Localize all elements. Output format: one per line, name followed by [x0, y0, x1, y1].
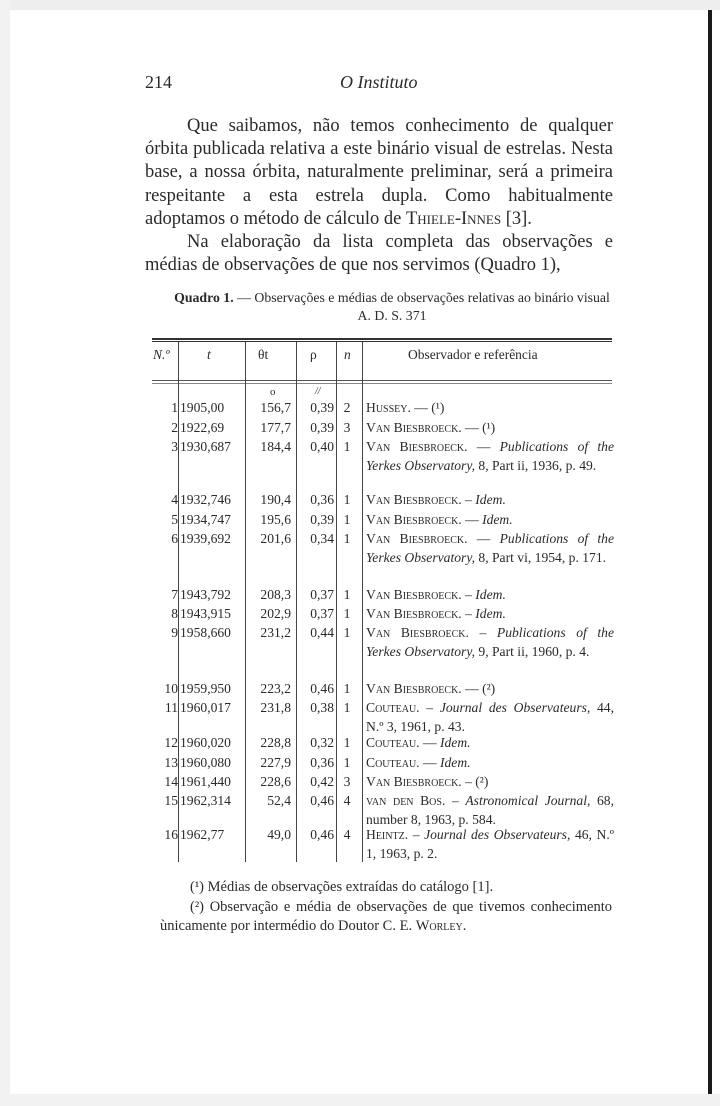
- row-count: 1: [343, 755, 351, 770]
- row-number: 11: [164, 700, 178, 715]
- reference-author: Van Biesbroeck.: [366, 587, 462, 602]
- reference-separator: –: [445, 793, 466, 808]
- row-theta: 202,9: [260, 606, 291, 621]
- reference-separator: –: [408, 827, 425, 842]
- reference-details: 9, Part ii, 1960, p. 4.: [475, 644, 590, 660]
- col-line-5: [362, 342, 363, 862]
- reference-details: 46, N.º 1, 1963, p. 2.: [366, 827, 614, 862]
- footnotes: [160, 878, 612, 937]
- row-number: 9: [171, 625, 178, 640]
- row-number: 6: [171, 531, 178, 546]
- row-number: 16: [164, 827, 178, 842]
- row-rho: 0,38: [310, 700, 334, 715]
- row-count: 4: [343, 793, 351, 808]
- row-reference: [366, 772, 614, 791]
- row-theta: 227,9: [260, 755, 291, 770]
- row-rho: 0,36: [310, 492, 334, 507]
- row-number: 10: [164, 681, 178, 696]
- row-reference: [366, 490, 614, 509]
- row-theta: 177,7: [260, 420, 291, 435]
- row-count: 1: [343, 492, 351, 507]
- row-count: 1: [343, 625, 351, 640]
- row-number: 1: [171, 400, 178, 415]
- row-reference: [366, 698, 614, 737]
- row-epoch: 1930,687: [180, 439, 231, 454]
- reference-publication: Idem.: [475, 492, 506, 507]
- row-rho: 0,39: [310, 400, 334, 415]
- row-number: 3: [171, 439, 178, 454]
- reference-publication: Publications of the Yerkes Observatory,: [366, 439, 614, 474]
- row-reference: [366, 733, 614, 752]
- row-rho: 0,39: [310, 420, 334, 435]
- row-epoch: 1943,792: [180, 587, 231, 602]
- reference-author: Van Biesbroeck.: [366, 512, 462, 527]
- row-count: 1: [343, 606, 351, 621]
- reference-author: Couteau.: [366, 700, 420, 715]
- table-top-rule: [152, 338, 612, 340]
- footnote-2: (²) Observação e média de observações de que tivemos conhecimento ùnicamente por intermédio do Doutor C. E. Worley.: [160, 898, 612, 934]
- row-rho: 0,39: [310, 512, 334, 527]
- row-theta: 184,4: [260, 439, 291, 454]
- row-count: 1: [343, 439, 351, 454]
- header-observer: Observador e referência: [408, 347, 538, 362]
- reference-publication: Publications of the Yerkes Observatory,: [366, 531, 614, 566]
- scan-edge-bottom: [0, 1094, 720, 1106]
- row-epoch: 1934,747: [180, 512, 231, 527]
- row-number: 14: [164, 774, 178, 789]
- row-epoch: 1960,080: [180, 755, 231, 770]
- row-theta: 223,2: [260, 681, 291, 696]
- col-line-4: [336, 342, 337, 862]
- scan-edge-top: [0, 0, 720, 10]
- row-number: 5: [171, 512, 178, 527]
- reference-separator: –: [468, 625, 497, 640]
- reference-publication: Idem.: [439, 755, 471, 770]
- row-rho: 0,44: [310, 625, 334, 640]
- row-number: 4: [171, 492, 178, 507]
- row-count: 3: [343, 774, 351, 789]
- row-number: 7: [171, 587, 178, 602]
- row-rho: 0,36: [310, 755, 334, 770]
- row-theta: 228,8: [260, 735, 291, 750]
- header-rho: ρ: [310, 347, 317, 362]
- row-theta: 231,8: [260, 700, 291, 715]
- row-epoch: 1961,440: [180, 774, 231, 789]
- row-rho: 0,32: [310, 735, 334, 750]
- header-n-number: N.º: [153, 347, 170, 362]
- row-theta: 208,3: [260, 587, 291, 602]
- reference-author: Van Biesbroeck.: [366, 439, 468, 454]
- reference-separator: —: [419, 755, 440, 770]
- col-line-3: [296, 342, 297, 862]
- reference-publication: Journal des Observateurs,: [439, 700, 591, 715]
- row-rho: 0,46: [310, 793, 334, 808]
- reference-details: 8, Part ii, 1936, p. 49.: [475, 458, 597, 474]
- reference-publication: Idem.: [482, 512, 513, 527]
- reference-separator: — (¹): [410, 400, 445, 415]
- row-epoch: 1962,314: [180, 793, 231, 808]
- row-number: 8: [171, 606, 178, 621]
- header-n: n: [344, 347, 351, 362]
- row-count: 1: [343, 531, 351, 546]
- row-number: 13: [164, 755, 178, 770]
- row-reference: [366, 529, 614, 568]
- row-epoch: 1939,692: [180, 531, 231, 546]
- row-reference: [366, 510, 614, 529]
- row-reference: [366, 623, 614, 662]
- row-rho: 0,40: [310, 439, 334, 454]
- row-rho: 0,34: [310, 531, 334, 546]
- row-theta: 231,2: [260, 625, 291, 640]
- unit-theta: o: [270, 386, 276, 398]
- row-epoch: 1960,017: [180, 700, 231, 715]
- reference-separator: —: [467, 531, 500, 546]
- row-rho: 0,46: [310, 681, 334, 696]
- reference-separator: —: [461, 512, 483, 527]
- reference-separator: –: [461, 492, 476, 507]
- row-epoch: 1960,020: [180, 735, 231, 750]
- col-line-2: [245, 342, 246, 862]
- row-reference: [366, 437, 614, 476]
- row-reference: [366, 398, 614, 417]
- reference-author: Van Biesbroeck.: [366, 681, 462, 696]
- reference-author: Couteau.: [366, 755, 420, 770]
- paragraph-2: Na elaboração da lista completa das observações e médias de observações de que nos servimos (Quadro 1),: [145, 232, 613, 276]
- row-number: 2: [171, 420, 178, 435]
- row-count: 1: [343, 587, 351, 602]
- table-header-rule: [152, 380, 612, 381]
- row-theta: 52,4: [267, 793, 291, 808]
- row-reference: [366, 753, 614, 772]
- reference-details: 44, N.º 3, 1961, p. 43.: [366, 700, 615, 735]
- table-top-rule-2: [152, 341, 612, 342]
- header-theta: θt: [258, 347, 269, 362]
- reference-author: Heintz.: [366, 827, 409, 842]
- reference-author: Van Biesbroeck.: [366, 492, 462, 507]
- reference-separator: –: [419, 700, 440, 715]
- reference-author: Couteau.: [366, 735, 420, 750]
- reference-separator: — (²): [461, 681, 496, 696]
- row-epoch: 1962,77: [180, 827, 225, 842]
- running-title: O Instituto: [340, 72, 418, 92]
- reference-separator: —: [467, 439, 500, 454]
- reference-separator: –: [461, 587, 476, 602]
- row-theta: 190,4: [260, 492, 291, 507]
- row-epoch: 1958,660: [180, 625, 231, 640]
- paragraph-1: Que saibamos, não temos conhecimento de qualquer órbita publicada relativa a este binário visual de estrelas. Nesta base, a nossa órbita, naturalmente preliminar, será a primeira respeitante a esta estrela dupla. Como habitualmente adoptamos o método de cálculo de Thiele-Innes [3].: [145, 116, 613, 229]
- row-theta: 49,0: [267, 827, 291, 842]
- row-epoch: 1943,915: [180, 606, 231, 621]
- reference-author: Hussey.: [366, 400, 411, 415]
- row-reference: [366, 791, 614, 830]
- row-rho: 0,37: [310, 587, 334, 602]
- reference-publication: Idem.: [475, 606, 506, 621]
- row-reference: [366, 418, 614, 437]
- reference-details: 68, number 8, 1963, p. 584.: [366, 793, 614, 828]
- reference-author: Van Biesbroeck.: [366, 531, 468, 546]
- row-rho: 0,42: [310, 774, 334, 789]
- row-count: 1: [343, 700, 351, 715]
- scan-edge-left: [0, 0, 10, 1106]
- row-epoch: 1959,950: [180, 681, 231, 696]
- page-number: 214: [145, 72, 172, 92]
- row-number: 15: [164, 793, 178, 808]
- row-count: 1: [343, 735, 351, 750]
- table-caption: Quadro 1. — Observações e médias de observações relativas ao binário visual A. D. S. 371: [174, 290, 610, 323]
- reference-author: van den Bos.: [366, 793, 446, 808]
- row-reference: [366, 585, 614, 604]
- row-theta: 156,7: [260, 400, 291, 415]
- footnote-1: (¹) Médias de observações extraídas do catálogo [1].: [190, 879, 494, 895]
- body-text: [145, 115, 613, 277]
- row-count: 3: [343, 420, 351, 435]
- table-header-rule-2: [152, 383, 612, 384]
- reference-publication: Journal des Observateurs,: [424, 827, 571, 842]
- row-count: 1: [343, 512, 351, 527]
- row-rho: 0,46: [310, 827, 334, 842]
- row-epoch: 1932,746: [180, 492, 231, 507]
- reference-publication: Astronomical Journal,: [465, 793, 591, 808]
- row-count: 2: [343, 400, 351, 415]
- reference-author: Van Biesbroeck.: [366, 420, 462, 435]
- reference-publication: Idem.: [475, 587, 506, 602]
- reference-separator: – (²): [461, 774, 489, 789]
- reference-details: 8, Part vi, 1954, p. 171.: [475, 550, 607, 566]
- row-count: 1: [343, 681, 351, 696]
- row-epoch: 1922,69: [180, 420, 225, 435]
- reference-publication: Idem.: [439, 735, 471, 750]
- reference-publication: Publications of the Yerkes Observatory,: [366, 625, 614, 660]
- row-theta: 195,6: [260, 512, 291, 527]
- reference-separator: —: [419, 735, 440, 750]
- row-count: 4: [343, 827, 351, 842]
- reference-author: Van Biesbroeck.: [366, 606, 462, 621]
- unit-rho: //: [315, 386, 321, 397]
- row-epoch: 1905,00: [180, 400, 225, 415]
- reference-author: Van Biesbroeck.: [366, 774, 462, 789]
- row-theta: 228,6: [260, 774, 291, 789]
- row-reference: [366, 604, 614, 623]
- reference-separator: — (¹): [461, 420, 496, 435]
- row-number: 12: [164, 735, 178, 750]
- row-rho: 0,37: [310, 606, 334, 621]
- reference-author: Van Biesbroeck.: [366, 625, 469, 640]
- row-reference: [366, 825, 614, 864]
- row-theta: 201,6: [260, 531, 291, 546]
- header-t: t: [207, 347, 211, 362]
- reference-separator: –: [461, 606, 476, 621]
- col-line-1: [178, 342, 179, 862]
- row-reference: [366, 679, 614, 698]
